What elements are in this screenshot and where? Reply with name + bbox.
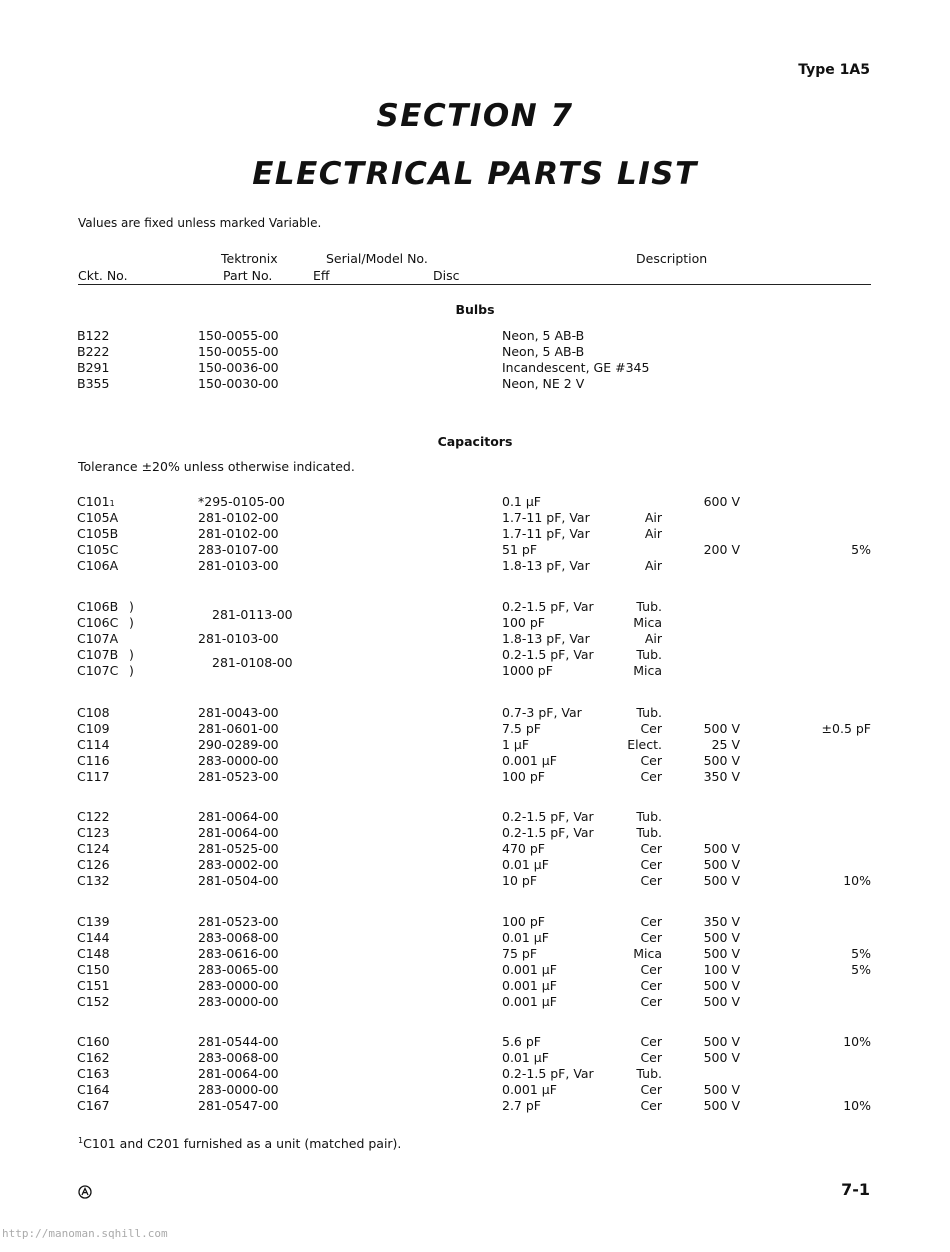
capacitor-row — [0, 978, 950, 994]
capacitor-ckt-label: C126 — [77, 857, 110, 872]
capacitor-part-no: 281-0103-00 — [198, 631, 279, 646]
capacitor-row — [0, 631, 950, 647]
capacitor-voltage: 500 V — [703, 873, 740, 888]
capacitor-type: Air — [644, 526, 662, 541]
capacitor-part-no: 281-0102-00 — [198, 526, 279, 541]
capacitor-type: Tub. — [636, 1066, 662, 1081]
capacitor-tolerance: 5% — [851, 962, 871, 977]
capacitor-ckt-label: C117 — [77, 769, 110, 784]
capacitor-part-no: 281-0102-00 — [198, 510, 279, 525]
capacitor-type: Cer — [640, 1050, 662, 1065]
capacitor-description: 0.7-3 pF, Var — [502, 705, 582, 720]
shared-part-number: 281-0113-00 — [212, 607, 293, 622]
capacitor-type: Cer — [640, 962, 662, 977]
capacitor-type: Cer — [640, 753, 662, 768]
capacitor-part-no: 281-0103-00 — [198, 558, 279, 573]
capacitor-voltage: 100 V — [703, 962, 740, 977]
capacitor-description: 0.001 µF — [502, 753, 557, 768]
capacitor-row — [0, 857, 950, 873]
bulb-ckt-no: B122 — [77, 328, 110, 343]
capacitor-ckt-no — [77, 599, 118, 614]
capacitor-type: Mica — [633, 946, 662, 961]
capacitor-tolerance: ±0.5 pF — [821, 721, 871, 736]
bulb-row — [0, 328, 950, 344]
capacitor-ckt-label: C101 — [77, 494, 110, 509]
capacitor-ckt-no — [77, 1082, 110, 1097]
capacitor-ckt-no — [77, 994, 110, 1009]
capacitor-ckt-no — [77, 526, 118, 541]
capacitor-ckt-label: C105A — [77, 510, 119, 525]
capacitor-ckt-no — [77, 841, 110, 856]
col-part-no: Part No. — [223, 268, 273, 283]
capacitor-ckt-no — [77, 615, 118, 630]
capacitor-ckt-label: C105B — [77, 526, 119, 541]
capacitor-ckt-no — [77, 1050, 110, 1065]
bulb-ckt-no: B355 — [77, 376, 110, 391]
capacitor-type: Cer — [640, 930, 662, 945]
section-heading: SECTION 7 — [376, 98, 574, 134]
capacitor-description: 0.01 µF — [502, 857, 549, 872]
capacitor-ckt-no — [77, 647, 118, 662]
capacitor-ckt-label: C151 — [77, 978, 110, 993]
capacitor-ckt-label: C144 — [77, 930, 110, 945]
capacitor-voltage: 500 V — [703, 1034, 740, 1049]
capacitor-row — [0, 510, 950, 526]
capacitor-voltage: 600 V — [703, 494, 740, 509]
group-brace: ) — [129, 647, 134, 662]
capacitor-type: Cer — [640, 857, 662, 872]
capacitor-description: 100 pF — [502, 769, 545, 784]
capacitor-ckt-label: C162 — [77, 1050, 110, 1065]
capacitor-voltage: 500 V — [703, 1098, 740, 1113]
capacitor-ckt-no — [77, 962, 110, 977]
footnote-marker: 1 — [78, 1136, 84, 1145]
capacitor-type: Cer — [640, 978, 662, 993]
capacitor-type: Tub. — [636, 809, 662, 824]
capacitor-part-no: 283-0000-00 — [198, 994, 279, 1009]
capacitor-voltage: 500 V — [703, 841, 740, 856]
capacitor-ckt-label: C123 — [77, 825, 110, 840]
capacitor-description: 7.5 pF — [502, 721, 541, 736]
bulb-description: Neon, NE 2 V — [502, 376, 585, 391]
capacitor-type: Tub. — [636, 825, 662, 840]
capacitor-ckt-label: C160 — [77, 1034, 110, 1049]
capacitor-type: Cer — [640, 841, 662, 856]
capacitor-description: 1.7-11 pF, Var — [502, 510, 590, 525]
capacitor-row — [0, 647, 950, 663]
bulb-part-no: 150-0036-00 — [198, 360, 279, 375]
capacitor-tolerance: 10% — [843, 1098, 871, 1113]
capacitor-ckt-label: C124 — [77, 841, 110, 856]
capacitor-description: 1.8-13 pF, Var — [502, 558, 590, 573]
col-disc: Disc — [433, 268, 460, 283]
capacitor-description: 0.2-1.5 pF, Var — [502, 647, 594, 662]
col-eff: Eff — [313, 268, 330, 283]
capacitor-voltage: 500 V — [703, 946, 740, 961]
footnote-marker: 1 — [109, 499, 115, 508]
capacitor-ckt-label: C167 — [77, 1098, 110, 1113]
capacitor-row — [0, 946, 950, 962]
capacitor-part-no: 283-0000-00 — [198, 753, 279, 768]
capacitor-type: Tub. — [636, 705, 662, 720]
group-brace: ) — [129, 599, 134, 614]
capacitor-description: 0.2-1.5 pF, Var — [502, 599, 594, 614]
capacitor-part-no: 290-0289-00 — [198, 737, 279, 752]
capacitor-type: Tub. — [636, 647, 662, 662]
capacitor-description: 100 pF — [502, 914, 545, 929]
capacitor-row — [0, 930, 950, 946]
capacitor-type: Cer — [640, 1098, 662, 1113]
capacitor-type: Air — [644, 631, 662, 646]
capacitor-ckt-no — [77, 510, 118, 525]
capacitor-voltage: 200 V — [703, 542, 740, 557]
capacitor-ckt-no — [77, 1098, 110, 1113]
capacitor-type: Mica — [633, 663, 662, 678]
capacitor-description: 100 pF — [502, 615, 545, 630]
capacitor-voltage: 500 V — [703, 721, 740, 736]
bulbs-heading: Bulbs — [455, 302, 495, 317]
capacitor-ckt-label: C132 — [77, 873, 110, 888]
capacitor-ckt-label: C106C — [77, 615, 119, 630]
capacitor-ckt-no — [77, 494, 115, 509]
capacitor-row — [0, 615, 950, 631]
capacitor-ckt-no — [77, 753, 110, 768]
capacitor-ckt-label: C122 — [77, 809, 110, 824]
capacitor-row — [0, 599, 950, 615]
capacitor-ckt-label: C107A — [77, 631, 119, 646]
capacitor-part-no: 281-0525-00 — [198, 841, 279, 856]
capacitor-ckt-no — [77, 631, 118, 646]
capacitor-row — [0, 1050, 950, 1066]
capacitor-row — [0, 962, 950, 978]
bulb-description: Incandescent, GE #345 — [502, 360, 650, 375]
capacitor-part-no: 283-0000-00 — [198, 1082, 279, 1097]
capacitor-ckt-label: C152 — [77, 994, 110, 1009]
capacitor-row — [0, 825, 950, 841]
capacitor-type: Cer — [640, 769, 662, 784]
bulb-row — [0, 360, 950, 376]
header-rule — [78, 284, 871, 285]
capacitor-row — [0, 663, 950, 679]
capacitor-ckt-label: C105C — [77, 542, 119, 557]
capacitor-description: 1.7-11 pF, Var — [502, 526, 590, 541]
capacitor-part-no: 281-0544-00 — [198, 1034, 279, 1049]
capacitor-description: 0.01 µF — [502, 1050, 549, 1065]
col-tektronix: Tektronix — [221, 251, 278, 266]
capacitor-row — [0, 737, 950, 753]
capacitor-ckt-label: C139 — [77, 914, 110, 929]
capacitor-ckt-label: C114 — [77, 737, 110, 752]
capacitor-voltage: 500 V — [703, 1082, 740, 1097]
capacitor-ckt-no — [77, 1066, 110, 1081]
capacitor-type: Cer — [640, 721, 662, 736]
capacitor-description: 0.001 µF — [502, 978, 557, 993]
page-title: ELECTRICAL PARTS LIST — [252, 156, 698, 192]
capacitor-description: 5.6 pF — [502, 1034, 541, 1049]
capacitor-part-no: 283-0107-00 — [198, 542, 279, 557]
capacitor-description: 1 µF — [502, 737, 530, 752]
capacitor-part-no: 283-0002-00 — [198, 857, 279, 872]
capacitor-type: Cer — [640, 994, 662, 1009]
intro-text: Values are fixed unless marked Variable. — [78, 216, 322, 230]
capacitor-row — [0, 1066, 950, 1082]
capacitor-ckt-label: C163 — [77, 1066, 110, 1081]
capacitor-row — [0, 526, 950, 542]
capacitor-row — [0, 705, 950, 721]
capacitor-ckt-no — [77, 1034, 110, 1049]
capacitor-ckt-label: C106B — [77, 599, 119, 614]
capacitor-row — [0, 558, 950, 574]
capacitor-part-no: 283-0068-00 — [198, 930, 279, 945]
footnote-text: C101 and C201 furnished as a unit (matched pair). — [83, 1136, 402, 1151]
capacitor-ckt-label: C107C — [77, 663, 119, 678]
capacitor-type: Tub. — [636, 599, 662, 614]
capacitor-description: 0.001 µF — [502, 962, 557, 977]
capacitor-part-no: 281-0601-00 — [198, 721, 279, 736]
group-brace: ) — [129, 663, 134, 678]
capacitor-row — [0, 914, 950, 930]
capacitor-description: 0.1 µF — [502, 494, 541, 509]
capacitor-tolerance: 10% — [843, 1034, 871, 1049]
capacitor-tolerance: 10% — [843, 873, 871, 888]
capacitor-ckt-no — [77, 946, 110, 961]
capacitor-description: 51 pF — [502, 542, 538, 557]
capacitor-ckt-no — [77, 914, 110, 929]
bulb-part-no: 150-0055-00 — [198, 328, 279, 343]
capacitor-voltage: 500 V — [703, 753, 740, 768]
capacitor-part-no: *295-0105-00 — [198, 494, 285, 509]
capacitor-ckt-no — [77, 737, 110, 752]
capacitor-type: Air — [644, 558, 662, 573]
capacitor-type: Cer — [640, 873, 662, 888]
capacitor-row — [0, 494, 950, 510]
capacitor-ckt-label: C108 — [77, 705, 110, 720]
capacitor-row — [0, 753, 950, 769]
capacitor-part-no: 281-0523-00 — [198, 914, 279, 929]
capacitor-ckt-no — [77, 873, 110, 888]
capacitor-part-no: 281-0504-00 — [198, 873, 279, 888]
capacitor-description: 2.7 pF — [502, 1098, 541, 1113]
capacitor-ckt-label: C109 — [77, 721, 110, 736]
capacitor-row — [0, 873, 950, 889]
capacitor-ckt-no — [77, 558, 118, 573]
capacitor-type: Cer — [640, 1034, 662, 1049]
bulb-part-no: 150-0055-00 — [198, 344, 279, 359]
capacitor-type: Elect. — [627, 737, 662, 752]
capacitor-ckt-no — [77, 825, 110, 840]
capacitor-tolerance: 5% — [851, 946, 871, 961]
capacitor-voltage: 350 V — [703, 914, 740, 929]
page-number: 7-1 — [841, 1180, 870, 1199]
shared-part-number: 281-0108-00 — [212, 655, 293, 670]
capacitor-description: 0.2-1.5 pF, Var — [502, 1066, 594, 1081]
capacitor-part-no: 281-0064-00 — [198, 809, 279, 824]
capacitor-ckt-no — [77, 857, 110, 872]
capacitor-row — [0, 809, 950, 825]
capacitor-description: 1000 pF — [502, 663, 553, 678]
capacitor-description: 0.001 µF — [502, 1082, 557, 1097]
capacitor-description: 0.2-1.5 pF, Var — [502, 809, 594, 824]
capacitor-type: Cer — [640, 914, 662, 929]
capacitor-voltage: 500 V — [703, 857, 740, 872]
capacitor-voltage: 25 V — [711, 737, 740, 752]
capacitor-ckt-label: C106A — [77, 558, 119, 573]
capacitor-row — [0, 721, 950, 737]
capacitor-ckt-no — [77, 809, 110, 824]
capacitor-part-no: 281-0043-00 — [198, 705, 279, 720]
capacitor-type: Mica — [633, 615, 662, 630]
capacitor-row — [0, 841, 950, 857]
group-brace: ) — [129, 615, 134, 630]
capacitor-part-no: 283-0000-00 — [198, 978, 279, 993]
capacitor-part-no: 283-0616-00 — [198, 946, 279, 961]
bulb-ckt-no: B222 — [77, 344, 110, 359]
capacitor-part-no: 283-0065-00 — [198, 962, 279, 977]
bulb-part-no: 150-0030-00 — [198, 376, 279, 391]
capacitor-part-no: 281-0523-00 — [198, 769, 279, 784]
capacitor-row — [0, 769, 950, 785]
capacitor-part-no: 281-0064-00 — [198, 1066, 279, 1081]
capacitor-description: 0.2-1.5 pF, Var — [502, 825, 594, 840]
capacitor-description: 470 pF — [502, 841, 545, 856]
capacitors-heading: Capacitors — [437, 434, 513, 449]
capacitor-description: 75 pF — [502, 946, 538, 961]
capacitor-ckt-no — [77, 930, 110, 945]
col-serial: Serial/Model No. — [326, 251, 428, 266]
bulb-description: Neon, 5 AB-B — [502, 344, 585, 359]
capacitor-row — [0, 994, 950, 1010]
capacitor-ckt-no — [77, 705, 110, 720]
capacitor-type: Air — [644, 510, 662, 525]
capacitor-voltage: 350 V — [703, 769, 740, 784]
footnote — [78, 1136, 401, 1151]
capacitor-ckt-label: C116 — [77, 753, 110, 768]
capacitor-row — [0, 542, 950, 558]
capacitor-description: 1.8-13 pF, Var — [502, 631, 590, 646]
source-watermark: http://manoman.sqhill.com — [2, 1227, 168, 1240]
bulb-row — [0, 344, 950, 360]
capacitor-description: 10 pF — [502, 873, 538, 888]
capacitor-description: 0.01 µF — [502, 930, 549, 945]
col-description: Description — [636, 251, 708, 266]
capacitor-part-no: 281-0064-00 — [198, 825, 279, 840]
capacitor-part-no: 283-0068-00 — [198, 1050, 279, 1065]
capacitor-ckt-no — [77, 721, 110, 736]
capacitor-ckt-no — [77, 663, 118, 678]
capacitor-type: Cer — [640, 1082, 662, 1097]
capacitor-row — [0, 1082, 950, 1098]
capacitor-row — [0, 1034, 950, 1050]
capacitor-voltage: 500 V — [703, 930, 740, 945]
capacitor-ckt-label: C150 — [77, 962, 110, 977]
capacitor-part-no: 281-0547-00 — [198, 1098, 279, 1113]
col-ckt-no: Ckt. No. — [78, 268, 128, 283]
bulb-description: Neon, 5 AB-B — [502, 328, 585, 343]
capacitor-ckt-no — [77, 978, 110, 993]
tolerance-note: Tolerance ±20% unless otherwise indicated. — [78, 459, 355, 474]
capacitor-voltage: 500 V — [703, 994, 740, 1009]
capacitor-voltage: 500 V — [703, 1050, 740, 1065]
capacitor-row — [0, 1098, 950, 1114]
capacitor-ckt-label: C148 — [77, 946, 110, 961]
capacitor-ckt-label: C107B — [77, 647, 119, 662]
bulb-ckt-no: B291 — [77, 360, 110, 375]
bulb-row — [0, 376, 950, 392]
tektronix-logo-icon — [78, 1185, 92, 1199]
capacitor-tolerance: 5% — [851, 542, 871, 557]
capacitor-ckt-no — [77, 769, 110, 784]
capacitor-voltage: 500 V — [703, 978, 740, 993]
capacitor-ckt-no — [77, 542, 118, 557]
document-type-label: Type 1A5 — [798, 62, 870, 78]
capacitor-ckt-label: C164 — [77, 1082, 110, 1097]
capacitor-description: 0.001 µF — [502, 994, 557, 1009]
